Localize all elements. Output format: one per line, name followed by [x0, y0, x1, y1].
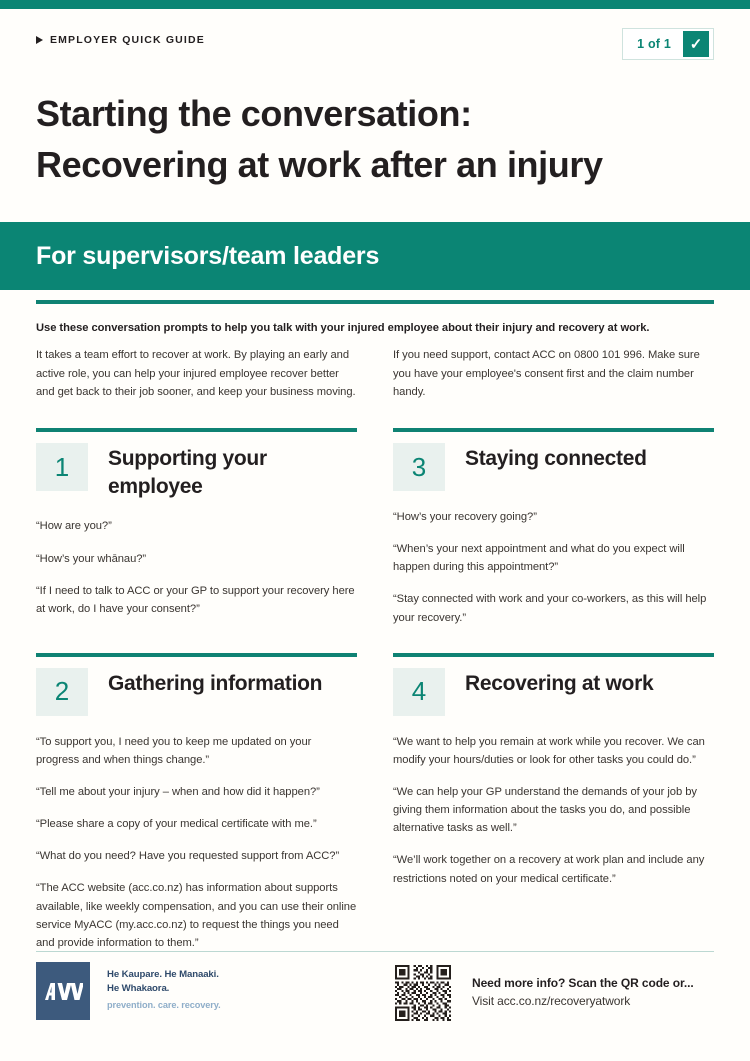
qr-url: Visit acc.co.nz/recoveryatwork	[472, 994, 631, 1008]
quote-item: “The ACC website (acc.co.nz) has information about supports available, like weekly compensation, and you can use their online service MyACC (my.acc.co.nz) to request the things you need and provide information to them.”	[36, 882, 357, 949]
section-supporting-your-employee	[36, 428, 357, 627]
section-quotes	[393, 733, 714, 888]
section-rule	[36, 653, 357, 657]
audience-banner-text: For supervisors/team leaders	[36, 241, 380, 270]
footer-brand	[36, 962, 393, 1024]
page-counter-badge	[622, 28, 714, 60]
section-title: Recovering at work	[465, 671, 654, 695]
section-rule	[36, 428, 357, 432]
quote-item: “Tell me about your injury – when and how did it happen?”	[36, 785, 320, 798]
section-quotes	[36, 517, 357, 618]
quote-item: “Stay connected with work and your co-workers, as this will help your recovery.”	[393, 593, 707, 624]
quote-item: “What do you need? Have you requested support from ACC?”	[36, 850, 340, 863]
qr-text-block	[472, 962, 694, 1010]
intro-column-1: It takes a team effort to recover at work. By playing an early and active role, you can help your injured employee recover better and get back to their job sooner, and keep your business moving.	[36, 349, 356, 399]
section-quotes	[393, 508, 714, 627]
section-header	[393, 443, 714, 491]
quote-item: “We’ll work together on a recovery at work plan and include any restrictions noted on your medical certificate.”	[393, 854, 705, 885]
footer-qr-block	[393, 962, 714, 1024]
section-header	[36, 668, 357, 716]
qr-code-icon	[393, 962, 453, 1024]
section-title: Supporting your employee	[108, 447, 267, 498]
top-accent-bar	[0, 0, 750, 9]
acc-logo-icon	[36, 962, 90, 1020]
section-number: 4	[393, 668, 445, 716]
check-icon: ✓	[683, 31, 709, 57]
section-number: 3	[393, 443, 445, 491]
quote-item: “We can help your GP understand the demands of your job by giving them information about the tasks you do, and possible alternative tasks as well.”	[393, 785, 697, 835]
page-title-line-1: Starting the conversation:	[36, 93, 472, 134]
quote-item: “If I need to talk to ACC or your GP to support your recovery here at work, do I have your consent?”	[36, 584, 355, 615]
quote-item: “When’s your next appointment and what do you expect will happen during this appointment?”	[393, 543, 685, 574]
page-footer	[36, 962, 714, 1024]
quote-item: “How are you?”	[36, 520, 112, 533]
section-quotes	[36, 733, 357, 952]
hero-title-block	[36, 88, 726, 190]
page-header	[0, 28, 750, 72]
section-rule	[393, 428, 714, 432]
acc-maori-tagline-line-2: He Whakaora.	[107, 982, 170, 994]
page-counter-text: 1 of 1	[637, 37, 671, 51]
section-recovering-at-work	[393, 653, 714, 952]
footer-divider	[36, 951, 714, 952]
intro-column-2: If you need support, contact ACC on 0800 101 996. Make sure you have your employee's consent first and the claim number handy.	[393, 349, 700, 399]
acc-taglines	[107, 962, 221, 1012]
audience-banner	[0, 222, 750, 290]
section-gathering-information	[36, 653, 357, 952]
section-rule	[393, 653, 714, 657]
quote-item: “To support you, I need you to keep me updated on your progress and when things change.”	[36, 735, 312, 766]
intro-rule	[36, 300, 714, 304]
page-title-line-2: Recovering at work after an injury	[36, 144, 603, 186]
section-number: 2	[36, 668, 88, 716]
qr-heading: Need more info? Scan the QR code or...	[472, 976, 694, 990]
acc-english-tagline: prevention. care. recovery.	[107, 999, 221, 1010]
section-staying-connected	[393, 428, 714, 627]
eyebrow-text: EMPLOYER QUICK GUIDE	[50, 34, 205, 46]
quote-item: “How’s your whānau?”	[36, 552, 147, 565]
intro-lede: Use these conversation prompts to help you talk with your injured employee about their injury and recovery at work.	[36, 322, 650, 334]
page-title	[36, 88, 726, 190]
eyebrow-label	[36, 34, 205, 46]
section-title: Gathering information	[108, 671, 323, 695]
section-header	[36, 443, 357, 500]
intro-columns	[36, 346, 714, 402]
section-number: 1	[36, 443, 88, 491]
quote-item: “How’s your recovery going?”	[393, 511, 537, 523]
acc-maori-tagline-line-1: He Kaupare. He Manaaki.	[107, 969, 219, 980]
triangle-right-icon	[36, 36, 43, 44]
intro-block	[36, 300, 714, 402]
sections-grid	[36, 428, 714, 952]
quote-item: “Please share a copy of your medical certificate with me.”	[36, 818, 317, 831]
quote-item: “We want to help you remain at work while you recover. We can modify your hours/duties or look for other tasks you could do.”	[393, 735, 705, 766]
section-title: Staying connected	[465, 447, 647, 470]
section-header	[393, 668, 714, 716]
